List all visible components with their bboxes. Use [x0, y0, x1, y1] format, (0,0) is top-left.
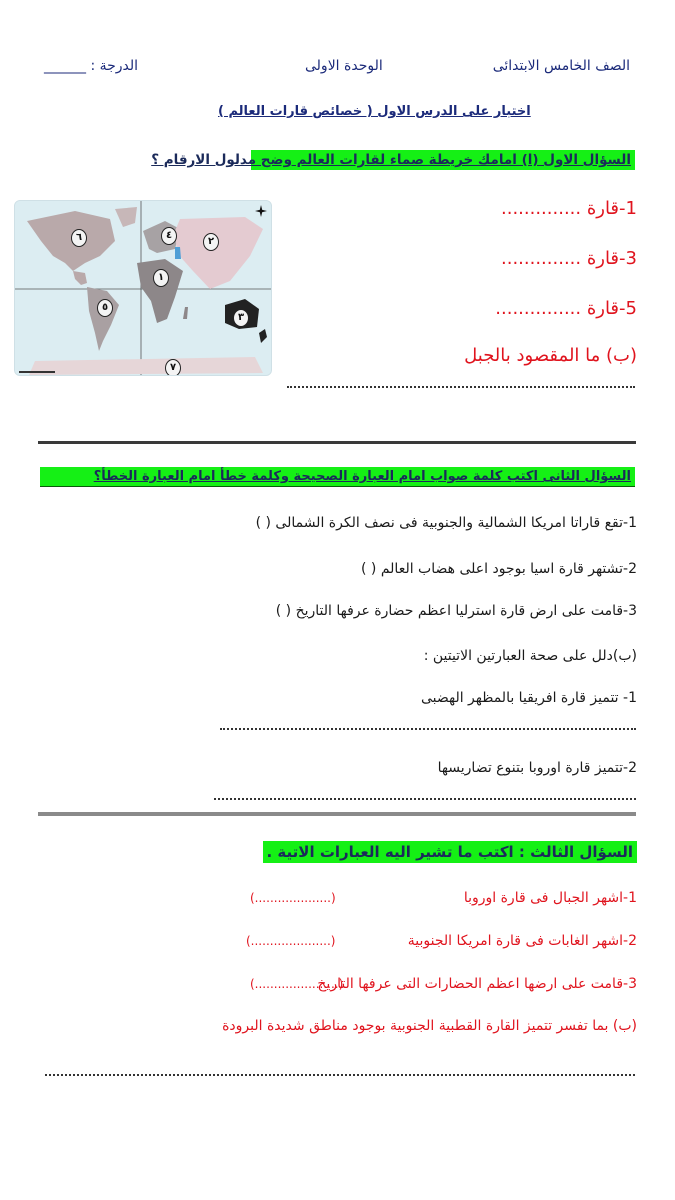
- map-label-4: ٤: [161, 227, 177, 245]
- q2-item-2[interactable]: 2-تشتهر قارة اسيا بوجود اعلى هضاب العالم ( ): [361, 561, 637, 577]
- q2-part-b: (ب)دلل على صحة العبارتين الاتيتين :: [423, 648, 637, 664]
- q2-answer-line-2[interactable]: [214, 798, 636, 800]
- map-label-6: ٦: [71, 229, 87, 247]
- q2-part-b-item-1: 1- تتميز قارة افريقيا بالمظهر الهضبى: [420, 690, 637, 706]
- unit-label: الوحدة الاولى: [305, 58, 383, 74]
- q3-item-2: 2-اشهر الغابات فى قارة امريكا الجنوبية: [407, 933, 637, 949]
- q2-part-b-item-2: 2-تتميز قارة اوروبا بتنوع تضاريسها: [437, 760, 637, 776]
- q2-item-1[interactable]: 1-تقع قاراتا امريكا الشمالية والجنوبية فى نصف الكرة الشمالى ( ): [255, 515, 637, 531]
- q3-blank-2[interactable]: (.....................): [246, 934, 336, 948]
- score-field: [44, 58, 138, 74]
- test-title: اختبار على الدرس الاول ( خصائص قارات العالم ): [218, 104, 531, 119]
- q1-heading: السؤال الاول (ا) امامك خريطة صماء لقارات العالم وضح مدلول الارقام ؟: [251, 150, 635, 170]
- q3-item-3: 3-قامت على ارضها اعظم الحضارات التى عرفها التاريخ: [317, 976, 637, 992]
- score-label: الدرجة :: [90, 58, 139, 74]
- map-label-2: ٢: [203, 233, 219, 251]
- map-label-7: ٧: [165, 359, 181, 376]
- q2-answer-line-1[interactable]: [220, 728, 636, 730]
- q1-item-3[interactable]: 3-قارة ..............: [501, 248, 637, 269]
- q3-answer-line[interactable]: [45, 1074, 635, 1076]
- world-map: [14, 200, 272, 376]
- q2-item-3[interactable]: 3-قامت على ارض قارة استرليا اعظم حضارة عرفها التاريخ ( ): [275, 603, 637, 619]
- section-divider-1: [38, 441, 636, 444]
- map-label-5: ٥: [97, 299, 113, 317]
- world-map-graphic: [15, 201, 272, 376]
- q3-heading: السؤال الثالث : اكتب ما تشير اليه العبارات الاتية .: [263, 841, 637, 863]
- q3-blank-1[interactable]: (....................): [250, 891, 336, 905]
- section-divider-2: [38, 812, 636, 816]
- q3-item-1: 1-اشهر الجبال فى قارة اوروبا: [463, 890, 637, 906]
- q3-part-b: (ب) بما تفسر تتميز القارة القطبية الجنوبية بوجود مناطق شديدة البرودة: [222, 1018, 637, 1034]
- q1-item-1[interactable]: 1-قارة ..............: [501, 198, 637, 219]
- q2-heading: السؤال الثانى اكتب كلمة صواب امام العبارة الصحيحة وكلمة خطأ امام العبارة الخطأ؟: [40, 467, 635, 487]
- score-blank[interactable]: ______: [44, 58, 86, 74]
- q1-answer-line[interactable]: [287, 386, 635, 388]
- grade-label: الصف الخامس الابتدائى: [492, 58, 630, 74]
- map-label-1: ١: [153, 269, 169, 287]
- q1-item-5[interactable]: 5-قارة ...............: [495, 298, 637, 319]
- q1-part-b: (ب) ما المقصود بالجبل: [464, 345, 637, 366]
- map-label-3: ٣: [233, 309, 249, 327]
- q3-blank-3[interactable]: (......................): [250, 977, 344, 991]
